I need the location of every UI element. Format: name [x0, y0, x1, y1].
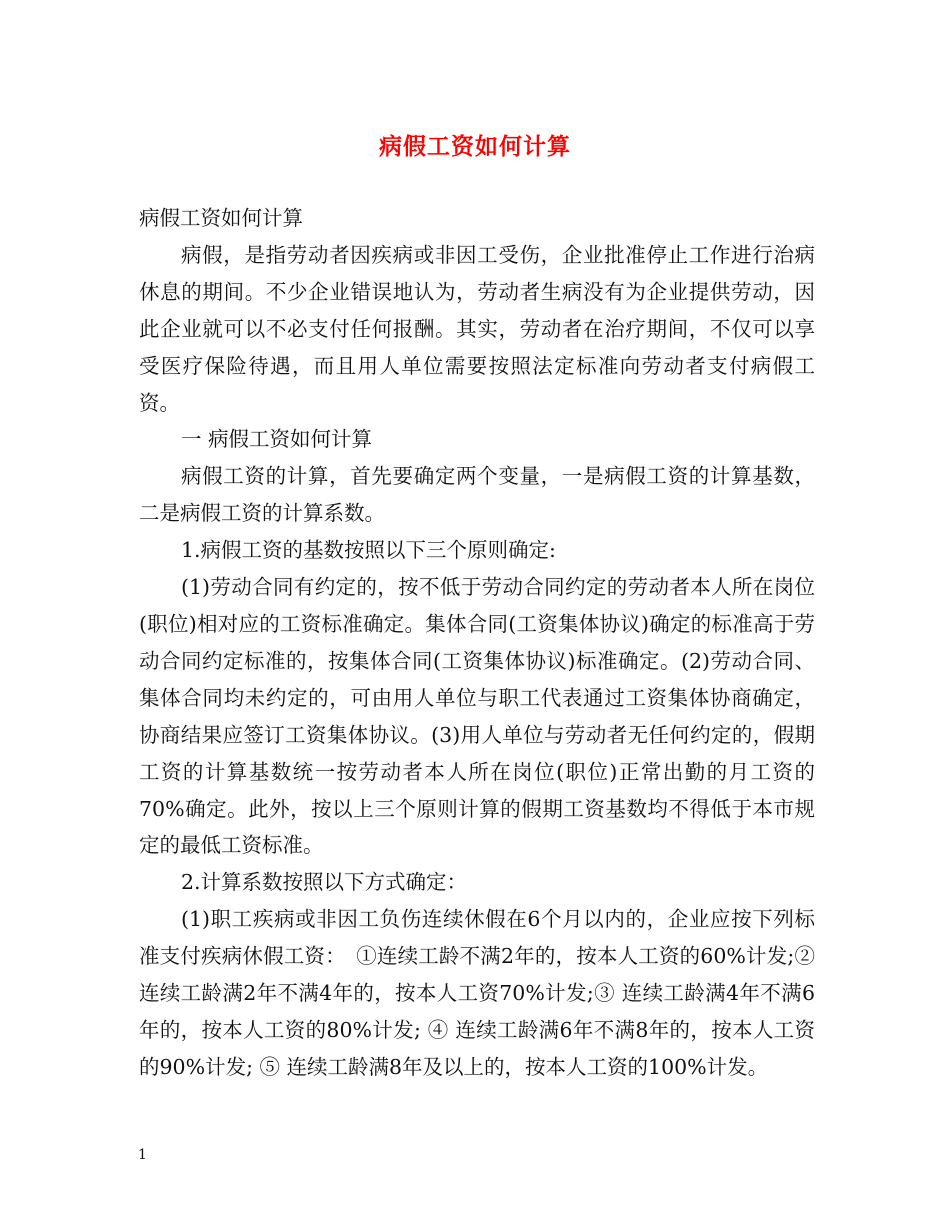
- intro-paragraph: 病假，是指劳动者因疾病或非因工受伤，企业批准停止工作进行治病休息的期间。不少企业错误地认为，劳动者生病没有为企业提供劳动，因此企业就可以不必支付任何报酬。其实，劳动者在治疗期间，不仅可以享受医疗保险待遇，而且用人单位需要按照法定标准向劳动者支付病假工资。: [139, 242, 815, 415]
- document-body: [139, 200, 815, 1086]
- coefficient-rules-paragraph: (1)职工疾病或非因工负伤连续休假在6个月以内的，企业应按下列标准支付疾病休假工资： ①连续工龄不满2年的，按本人工资的60%计发;② 连续工龄满2年不满4年的，按本人工资70%计发;③ 连续工龄满4年不满6年的，按本人工资的80%计发; ④ 连续工龄满6年不满8年的，按本人工资的90%计发; ⑤ 连续工龄满8年及以上的，按本人工资的100%计发。: [139, 907, 815, 1079]
- base-rules-paragraph: (1)劳动合同有约定的，按不低于劳动合同约定的劳动者本人所在岗位(职位)相对应的工资标准确定。集体合同(工资集体协议)确定的标准高于劳动合同约定标准的，按集体合同(工资集体协议)标准确定。(2)劳动合同、集体合同均未约定的，可由用人单位与职工代表通过工资集体协商确定，协商结果应签订工资集体协议。(3)用人单位与劳动者无任何约定的，假期工资的计算基数统一按劳动者本人所在岗位(职位)正常出勤的月工资的70%确定。此外，按以上三个原则计算的假期工资基数均不得低于本市规定的最低工资标准。: [139, 575, 815, 858]
- variables-paragraph: 病假工资的计算，首先要确定两个变量，一是病假工资的计算基数，二是病假工资的计算系数。: [139, 464, 815, 526]
- body-heading: 病假工资如何计算: [139, 206, 303, 230]
- section-heading: 一 病假工资如何计算: [181, 427, 373, 452]
- page-number: 1: [138, 1147, 147, 1163]
- base-heading: 1.病假工资的基数按照以下三个原则确定:: [181, 538, 556, 563]
- document-title: 病假工资如何计算: [379, 133, 571, 160]
- coefficient-heading: 2.计算系数按照以下方式确定：: [181, 870, 468, 895]
